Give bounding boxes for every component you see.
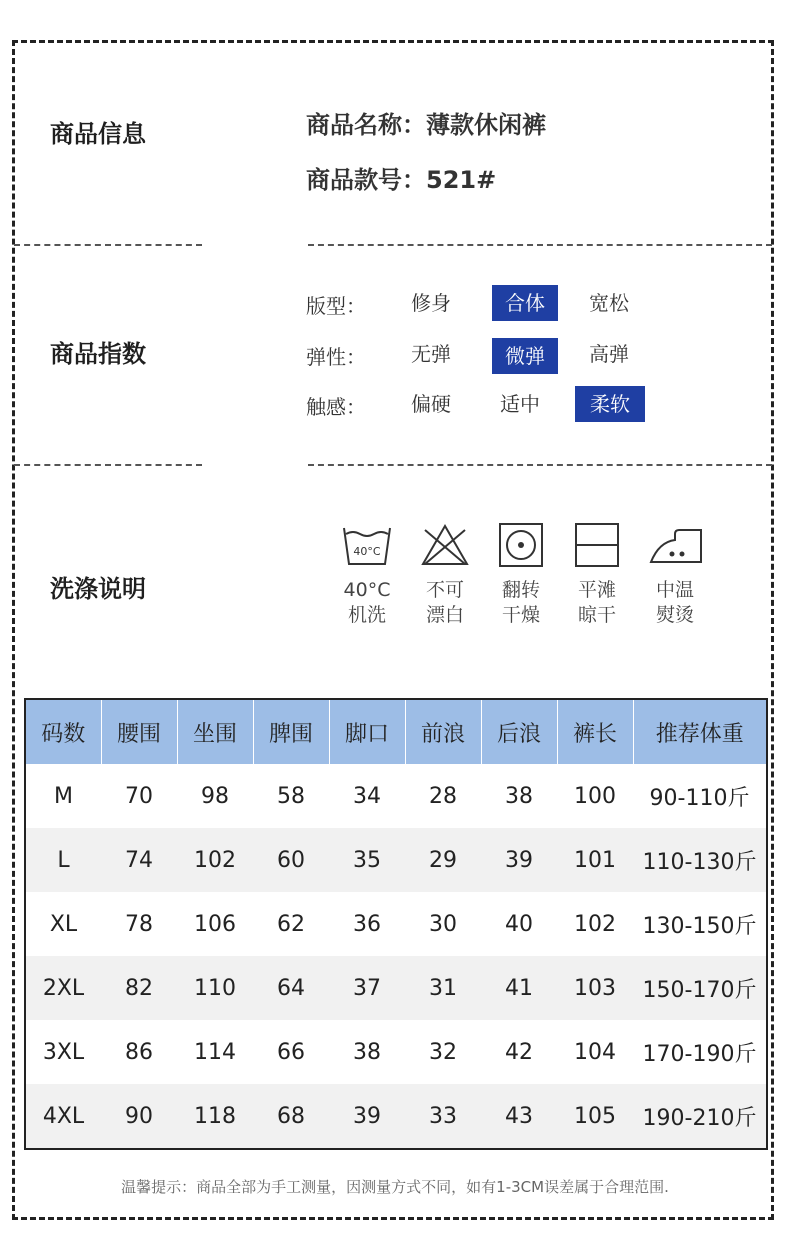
table-cell: 43	[481, 1084, 557, 1149]
table-cell: 38	[353, 1039, 381, 1065]
fit-option-slim: 修身	[411, 291, 451, 315]
table-cell: 103	[557, 956, 633, 1020]
table-cell: M	[54, 783, 73, 809]
wash-item-flat-dry	[562, 522, 632, 628]
no-bleach-icon	[419, 522, 471, 568]
table-cell: 66	[277, 1039, 305, 1065]
table-cell: 118	[177, 1084, 253, 1149]
table-cell: 39	[481, 828, 557, 892]
table-cell: 190-210斤	[633, 1084, 767, 1149]
table-cell: 102	[574, 911, 616, 937]
table-cell: 70	[125, 783, 153, 809]
iron-medium-icon	[645, 522, 705, 568]
table-cell: 58	[277, 783, 305, 809]
fit-label: 版型：	[306, 294, 366, 318]
table-cell: 64	[253, 956, 329, 1020]
table-cell: 34	[353, 783, 381, 809]
washing-title: 洗涤说明	[50, 575, 146, 603]
table-cell: 170-190斤	[642, 1041, 757, 1067]
table-cell: 82	[101, 956, 177, 1020]
table-cell: 36	[353, 911, 381, 937]
size-table-header	[25, 699, 767, 764]
section-divider-right	[308, 244, 772, 246]
size-table	[24, 698, 768, 1150]
table-cell: 38	[505, 783, 533, 809]
table-row	[25, 892, 767, 956]
wash-item-iron-line1: 中温	[655, 579, 694, 601]
table-row	[25, 828, 767, 892]
table-cell: 62	[277, 911, 305, 937]
stretch-option-none: 无弹	[411, 342, 451, 366]
table-cell: 106	[194, 911, 236, 937]
touch-option-hard: 偏硬	[411, 392, 451, 416]
wash-item-iron-line2: 熨烫	[655, 604, 694, 626]
section-divider-left-2	[14, 464, 202, 466]
table-cell: 100	[574, 783, 616, 809]
table-cell: 41	[481, 956, 557, 1020]
table-cell: 31	[405, 956, 481, 1020]
table-cell: 2XL	[25, 956, 101, 1020]
product-info-title: 商品信息	[50, 120, 146, 148]
flat-dry-icon	[571, 522, 623, 568]
table-cell: 150-170斤	[633, 956, 767, 1020]
wash-item-no-bleach-line1: 不可	[425, 579, 464, 601]
wash-item-flat-dry-line1: 平滩	[577, 579, 616, 601]
table-row	[25, 956, 767, 1020]
wash-40-icon	[341, 522, 393, 568]
table-cell: 98	[201, 783, 229, 809]
touch-label: 触感：	[306, 395, 366, 419]
wash-item-flat-dry-line2: 晾干	[577, 604, 616, 626]
table-cell: L	[25, 828, 101, 892]
stretch-option-high: 高弹	[589, 342, 629, 366]
wash-item-machine	[332, 522, 402, 628]
footer-note: 温馨提示：商品全部为手工测量，因测量方式不同，如有1-3CM误差属于合理范围.	[121, 1178, 669, 1196]
table-cell: 33	[405, 1084, 481, 1149]
wash-item-tumble-line2: 干燥	[501, 604, 540, 626]
stretch-option-slight-selected: 微弹	[492, 338, 558, 374]
table-cell: 105	[557, 1084, 633, 1149]
table-cell: 35	[329, 828, 405, 892]
wash-item-no-bleach	[410, 522, 480, 628]
table-cell: 30	[429, 911, 457, 937]
table-cell: 90	[101, 1084, 177, 1149]
table-cell: 28	[429, 783, 457, 809]
header-length: 裤长	[557, 699, 633, 764]
touch-option-medium: 适中	[500, 392, 540, 416]
table-cell: 39	[329, 1084, 405, 1149]
wash-item-iron	[640, 522, 710, 628]
header-thigh: 脾围	[253, 699, 329, 764]
wash-item-no-bleach-line2: 漂白	[425, 604, 464, 626]
header-size: 码数	[25, 699, 101, 764]
table-cell: 110-130斤	[633, 828, 767, 892]
table-cell: 40	[505, 911, 533, 937]
stretch-label: 弹性：	[306, 345, 366, 369]
table-cell: 104	[574, 1039, 616, 1065]
table-cell: 60	[253, 828, 329, 892]
table-cell: 68	[253, 1084, 329, 1149]
tumble-dry-icon	[495, 522, 547, 568]
table-cell: 4XL	[25, 1084, 101, 1149]
table-cell: 78	[125, 911, 153, 937]
header-waist: 腰围	[101, 699, 177, 764]
table-cell: 114	[194, 1039, 236, 1065]
table-cell: 3XL	[42, 1039, 85, 1065]
touch-option-soft-selected: 柔软	[575, 386, 645, 422]
table-row	[25, 764, 767, 828]
table-cell: 32	[429, 1039, 457, 1065]
header-weight: 推荐体重	[633, 699, 767, 764]
header-hip: 坐围	[177, 699, 253, 764]
product-index-title: 商品指数	[50, 340, 146, 368]
section-divider-right-2	[308, 464, 772, 466]
wash-item-machine-line1: 40°C	[343, 579, 391, 601]
header-leg-opening: 脚口	[329, 699, 405, 764]
table-cell: 29	[405, 828, 481, 892]
wash-item-machine-line2: 机洗	[347, 604, 386, 626]
product-code-line: 商品款号：521#	[306, 166, 497, 194]
table-row	[25, 1084, 767, 1149]
svg-text:40°C: 40°C	[353, 545, 381, 558]
table-cell: 37	[329, 956, 405, 1020]
table-cell: 42	[505, 1039, 533, 1065]
table-cell: 101	[557, 828, 633, 892]
table-cell: 90-110斤	[649, 785, 750, 811]
header-back-rise: 后浪	[481, 699, 557, 764]
wash-item-tumble-line1: 翻转	[501, 579, 540, 601]
table-row	[25, 1020, 767, 1084]
table-cell: 130-150斤	[642, 913, 757, 939]
header-front-rise: 前浪	[405, 699, 481, 764]
table-cell: 86	[125, 1039, 153, 1065]
section-divider-left	[14, 244, 202, 246]
table-cell: 110	[177, 956, 253, 1020]
fit-option-loose: 宽松	[589, 291, 629, 315]
fit-option-regular-selected: 合体	[492, 285, 558, 321]
table-cell: XL	[49, 911, 78, 937]
table-cell: 102	[177, 828, 253, 892]
table-cell: 74	[101, 828, 177, 892]
wash-item-tumble	[486, 522, 556, 628]
product-name-line: 商品名称：薄款休闲裤	[306, 111, 546, 139]
